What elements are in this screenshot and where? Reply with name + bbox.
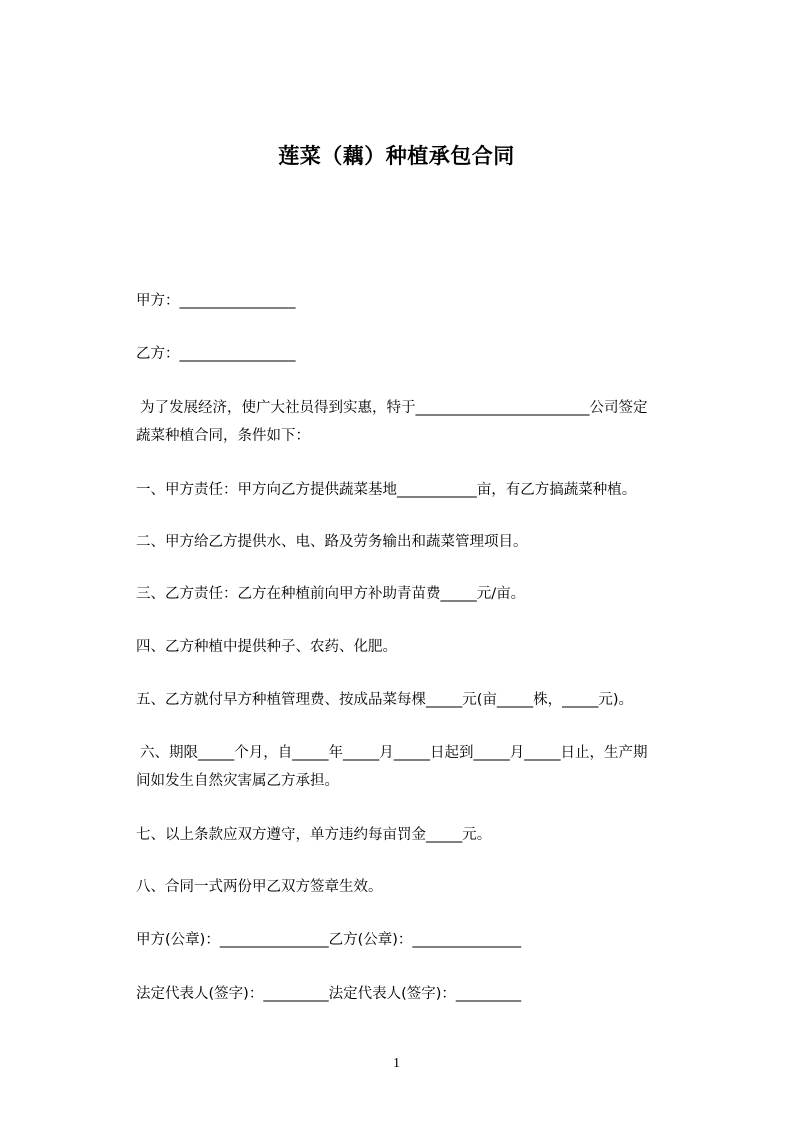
party-b-line: 乙方：________________ (136, 346, 296, 362)
intro-paragraph (136, 394, 706, 450)
intro-line-1: 为了发展经济，使广大社员得到实惠，特于________________________公司签定 (140, 400, 648, 416)
clause-5: 五、乙方就付早方种植管理费、按成品菜每棵_____元(亩_____株，_____元)。 (136, 692, 634, 708)
clause-2: 二、甲方给乙方提供水、电、路及劳务输出和蔬菜管理项目。 (136, 534, 528, 550)
clause-3: 三、乙方责任：乙方在种植前向甲方补助青苗费_____元/亩。 (136, 586, 526, 602)
clause-8: 八、合同一式两份甲乙双方签章生效。 (136, 879, 383, 895)
clause-6-line-1: 六、期限_____个月，自_____年_____月_____日起到_____月_____日止，生产期 (140, 745, 648, 761)
page-number: 1 (393, 1056, 400, 1071)
clause-1: 一、甲方责任：甲方向乙方提供蔬菜基地___________亩，有乙方搞蔬菜种植。 (136, 482, 637, 498)
clause-6-line-2: 间如发生自然灾害属乙方承担。 (136, 773, 339, 789)
clause-7: 七、以上条款应双方遵守，单方违约每亩罚金_____元。 (136, 827, 492, 843)
party-a-line: 甲方：________________ (136, 293, 296, 309)
clause-4: 四、乙方种植中提供种子、农药、化肥。 (136, 639, 397, 655)
clause-6 (136, 739, 706, 795)
document-title: 莲菜（藕）种植承包合同 (278, 144, 515, 168)
seal-line: 甲方(公章)：_______________乙方(公章)：_______________ (136, 932, 522, 948)
intro-line-2: 蔬菜种植合同，条件如下： (136, 428, 310, 444)
signature-line: 法定代表人(签字)：_________法定代表人(签字)：_________ (136, 986, 522, 1002)
